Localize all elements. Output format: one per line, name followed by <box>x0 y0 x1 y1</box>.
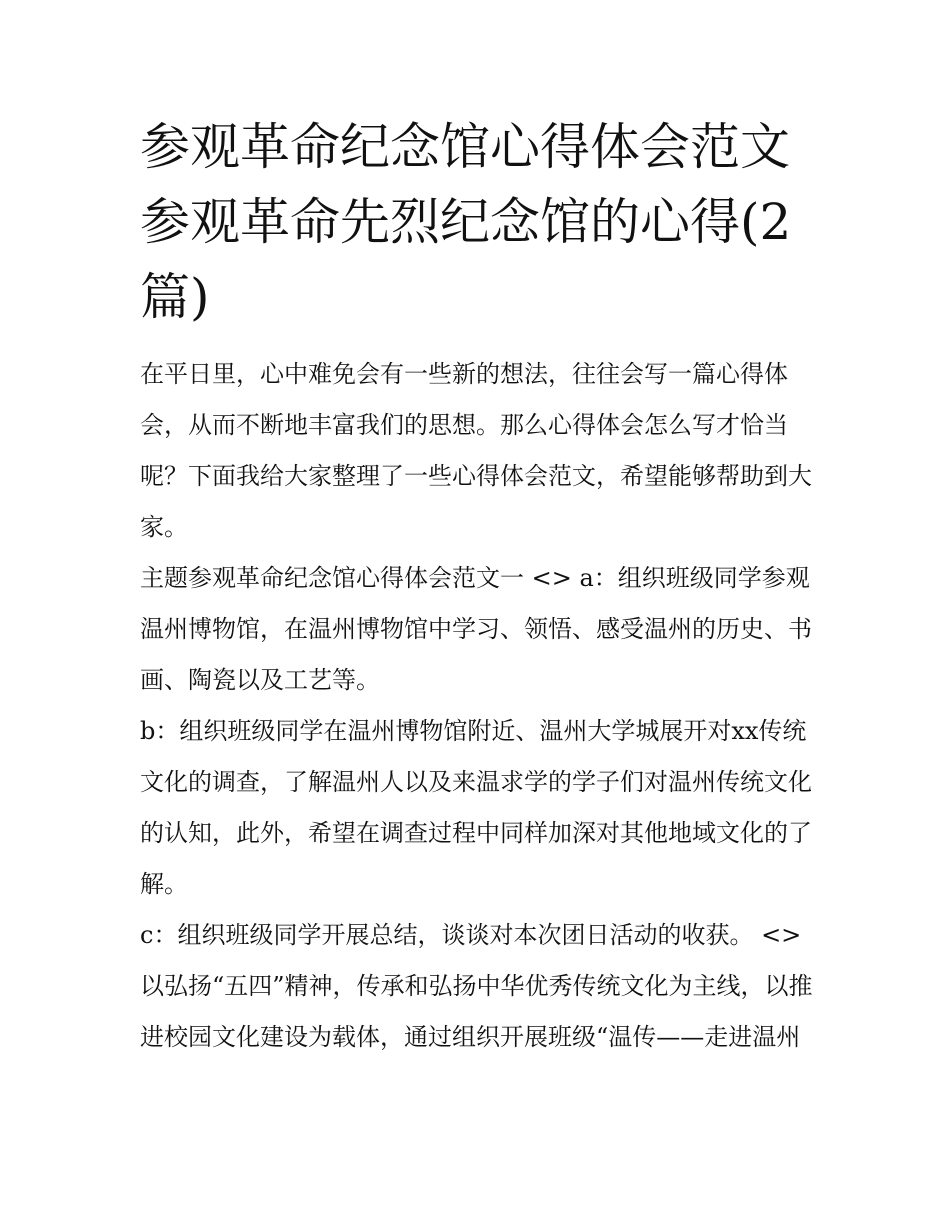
paragraph-item-a: 主题参观革命纪念馆心得体会范文一 <> a：组织班级同学参观温州博物馆，在温州博物馆中学习、领悟、感受温州的历史、书画、陶瓷以及工艺等。 <box>140 564 812 694</box>
paragraph-item-c: c：组织班级同学开展总结，谈谈对本次团日活动的收获。 <> 以弘扬“五四”精神，传承和弘扬中华优秀传统文化为主线，以推进校园文化建设为载体，通过组织开展班级“温传——走进温州 <box>140 921 813 1051</box>
document-body <box>140 110 815 1063</box>
document-title: 参观革命纪念馆心得体会范文参观革命先烈纪念馆的心得(2篇) <box>140 118 792 326</box>
paragraph-item-b: b：组织班级同学在温州博物馆附近、温州大学城展开对xx传统文化的调查，了解温州人以及来温求学的学子们对温州传统文化的认知，此外，希望在调查过程中同样加深对其他地域文化的了解。 <box>140 717 812 898</box>
paragraph-intro: 在平日里，心中难免会有一些新的想法，往往会写一篇心得体会，从而不断地丰富我们的思想。那么心得体会怎么写才恰当呢？下面我给大家整理了一些心得体会范文，希望能够帮助到大家。 <box>140 360 812 541</box>
